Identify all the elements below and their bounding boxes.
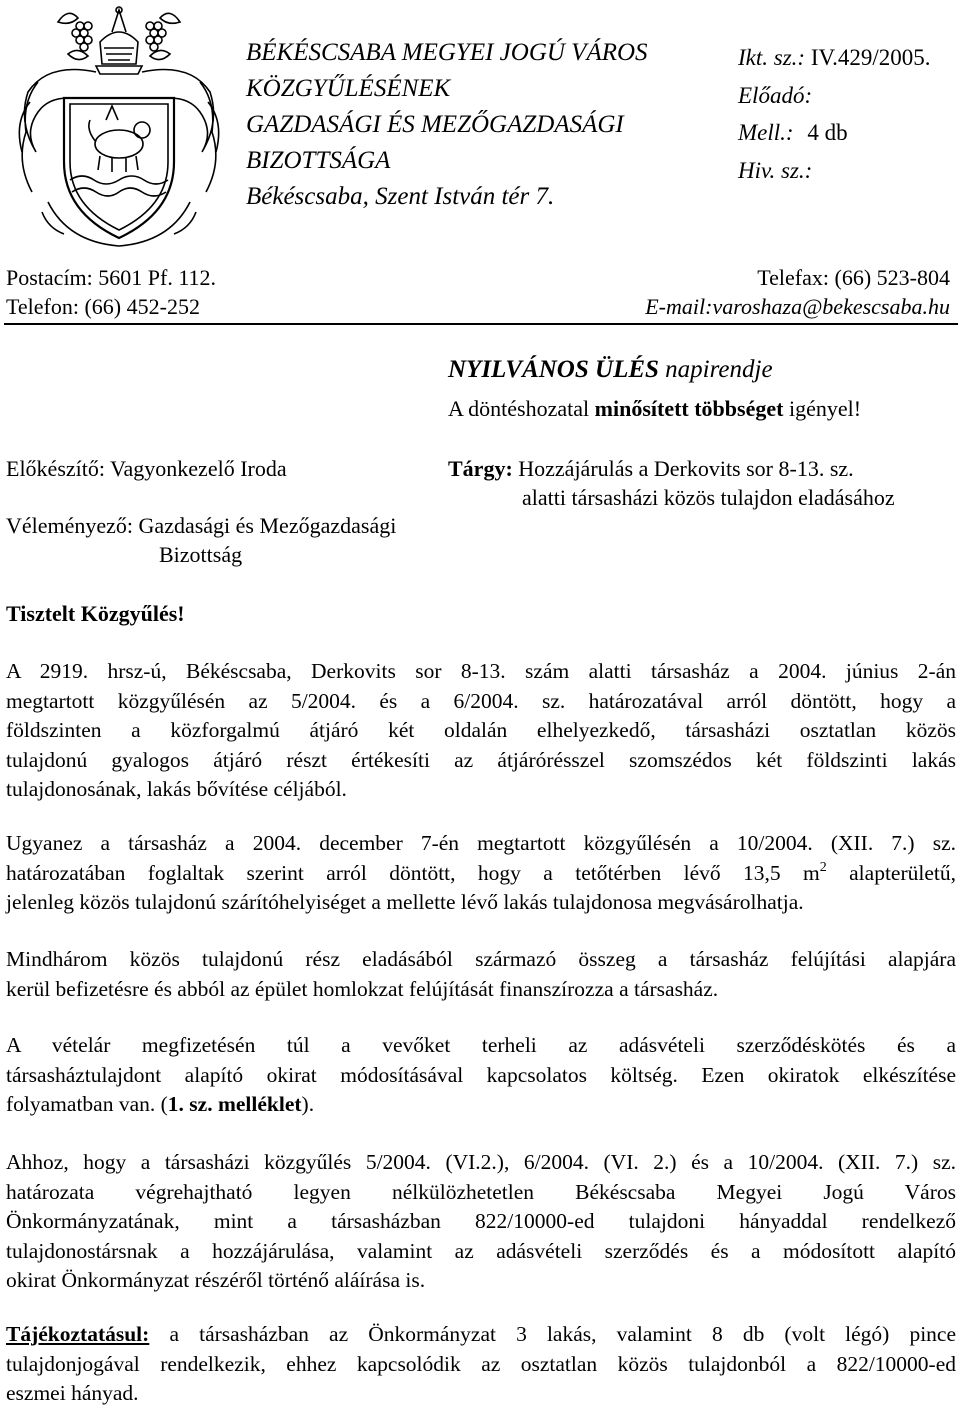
paragraph-line: megtartott közgyűlésén az 5/2004. és a 6/2004. sz. határozatával arról döntött, hogy a bbox=[6, 688, 956, 713]
ikt-label: Ikt. sz.: bbox=[738, 45, 806, 70]
subject-line1: Hozzájárulás a Derkovits sor 8-13. sz. bbox=[512, 456, 854, 481]
mell-row bbox=[738, 120, 931, 158]
greeting: Tisztelt Közgyűlés! bbox=[6, 601, 185, 626]
eloado-row bbox=[738, 83, 931, 121]
paragraph-line bbox=[6, 859, 956, 889]
paragraph-4 bbox=[6, 1031, 956, 1120]
eloado-label: Előadó: bbox=[738, 82, 813, 108]
voting-requirement-note bbox=[448, 396, 861, 422]
email-address: E-mail:varoshaza@bekescsaba.hu bbox=[645, 294, 950, 319]
ikt-row bbox=[738, 45, 931, 83]
paragraph-line: A 2919. hrsz-ú, Békéscsaba, Derkovits sor 8-13. szám alatti társasház a 2004. június 2-án bbox=[6, 659, 956, 683]
paragraph-line: eszmei hányad. bbox=[6, 1381, 139, 1405]
paragraph-line: kerül befizetésre és abból az épület homlokzat felújítását finanszírozza a társasház. bbox=[6, 976, 719, 1001]
paragraph-5 bbox=[6, 1148, 956, 1296]
paragraph-text: alapterületű, bbox=[826, 860, 956, 885]
mell-label: Mell.: bbox=[738, 120, 794, 145]
paragraph-line: Ugyanez a társasház a 2004. december 7-én megtartott közgyűlésén a 10/2004. (XII. 7.) sz. bbox=[6, 831, 956, 855]
org-address: Békéscsaba, Szent István tér 7. bbox=[246, 183, 555, 210]
org-header bbox=[246, 40, 648, 220]
org-name-line: GAZDASÁGI ÉS MEZŐGAZDASÁGI bbox=[246, 111, 624, 138]
paragraph-2 bbox=[6, 829, 956, 918]
note-post: igényel! bbox=[783, 396, 862, 421]
fax-number: Telefax: (66) 523-804 bbox=[757, 265, 950, 290]
coat-of-arms-emblem bbox=[8, 2, 230, 250]
paragraph-line: Mindhárom közös tulajdonú rész eladásából származó összeg a társasház felújítási alapjára bbox=[6, 947, 956, 971]
attachment-reference: 1. sz. melléklet bbox=[167, 1092, 302, 1116]
info-label: Tájékoztatásul: bbox=[6, 1322, 150, 1346]
hiv-label: Hiv. sz.: bbox=[738, 157, 813, 183]
mell-value: 4 db bbox=[807, 120, 848, 145]
note-bold: minősített többséget bbox=[594, 396, 784, 421]
subject-label: Tárgy: bbox=[448, 456, 513, 481]
paragraph-line: tulajdonú gyalogos átjáró részt értékesíti az átjárórésszel szomszédos két földszinti lakás bbox=[6, 747, 956, 772]
paragraph-line: társasháztulajdont alapító okirat módosításával kapcsolatos költség. Ezen okiratok elkészítése bbox=[6, 1062, 956, 1087]
paragraph-line: Önkormányzatának, mint a társasházban 822/10000-ed tulajdoni hányaddal rendelkező bbox=[6, 1209, 956, 1233]
subject-line2: alatti társasházi közös tulajdon eladásához bbox=[522, 485, 895, 510]
paragraph-line bbox=[6, 1090, 956, 1120]
superscript-two: 2 bbox=[819, 859, 827, 875]
session-title-rest: napirendje bbox=[658, 356, 773, 383]
paragraph-6 bbox=[6, 1320, 956, 1409]
paragraph-line: tulajdonosának, lakás bővítése céljából. bbox=[6, 777, 347, 801]
filing-meta bbox=[738, 45, 931, 195]
paragraph-line: tulajdonostársnak a hozzájárulása, valamint az adásvételi szerződés és a módosított alapító bbox=[6, 1238, 956, 1263]
ikt-value: IV.429/2005. bbox=[810, 45, 931, 70]
session-title bbox=[448, 356, 773, 384]
paragraph-line: okirat Önkormányzat részéről történő aláírása is. bbox=[6, 1268, 426, 1292]
paragraph-text: a társasházban az Önkormányzat 3 lakás, valamint 8 db (volt légó) pince bbox=[149, 1322, 956, 1346]
paragraph-line: jelenleg közös tulajdonú szárítóhelyiséget a mellette lévő lakás tulajdonosa megvásárolhatja. bbox=[6, 890, 804, 914]
preparer: Előkészítő: Vagyonkezelő Iroda bbox=[6, 456, 287, 481]
paragraph-line: földszinten a közforgalmú átjáró két oldalán elhelyezkedő, társasházi osztatlan közös bbox=[6, 718, 956, 742]
subject bbox=[448, 456, 854, 482]
paragraph-text: ). bbox=[301, 1092, 315, 1116]
paragraph-text: folyamatban van. ( bbox=[6, 1092, 168, 1116]
org-name-line: BIZOTTSÁGA bbox=[246, 147, 391, 174]
reviewer-line2: Bizottság bbox=[159, 542, 243, 567]
paragraph-line: A vételár megfizetésén túl a vevőket terheli az adásvételi szerződéskötés és a bbox=[6, 1033, 956, 1057]
paragraph-line: tulajdonjogával rendelkezik, ehhez kapcsolódik az osztatlan közös tulajdonból a 822/10000-ed bbox=[6, 1351, 956, 1376]
paragraph-line bbox=[6, 1320, 956, 1350]
note-pre: A döntéshozatal bbox=[448, 396, 595, 421]
org-name-line: KÖZGYŰLÉSÉNEK bbox=[246, 75, 451, 102]
paragraph-line: határozata végrehajtható legyen nélkülözhetetlen Békéscsaba Megyei Jogú Város bbox=[6, 1179, 956, 1204]
coat-of-arms-icon bbox=[8, 2, 230, 250]
phone-number: Telefon: (66) 452-252 bbox=[6, 294, 200, 319]
header-divider bbox=[4, 323, 958, 325]
hiv-row bbox=[738, 158, 931, 196]
org-name-line: BÉKÉSCSABA MEGYEI JOGÚ VÁROS bbox=[246, 39, 648, 66]
session-title-bold: NYILVÁNOS ÜLÉS bbox=[448, 356, 659, 383]
paragraph-text: határozatában foglaltak szerint arról döntött, hogy a tetőtérben lévő 13,5 m bbox=[6, 860, 820, 885]
paragraph-line: Ahhoz, hogy a társasházi közgyűlés 5/2004. (VI.2.), 6/2004. (VI. 2.) és a 10/2004. (XII. 7.) sz. bbox=[6, 1150, 956, 1174]
paragraph-1 bbox=[6, 657, 956, 805]
paragraph-3 bbox=[6, 945, 956, 1004]
postal-address: Postacím: 5601 Pf. 112. bbox=[6, 265, 217, 290]
reviewer: Véleményező: Gazdasági és Mezőgazdasági bbox=[6, 513, 397, 538]
